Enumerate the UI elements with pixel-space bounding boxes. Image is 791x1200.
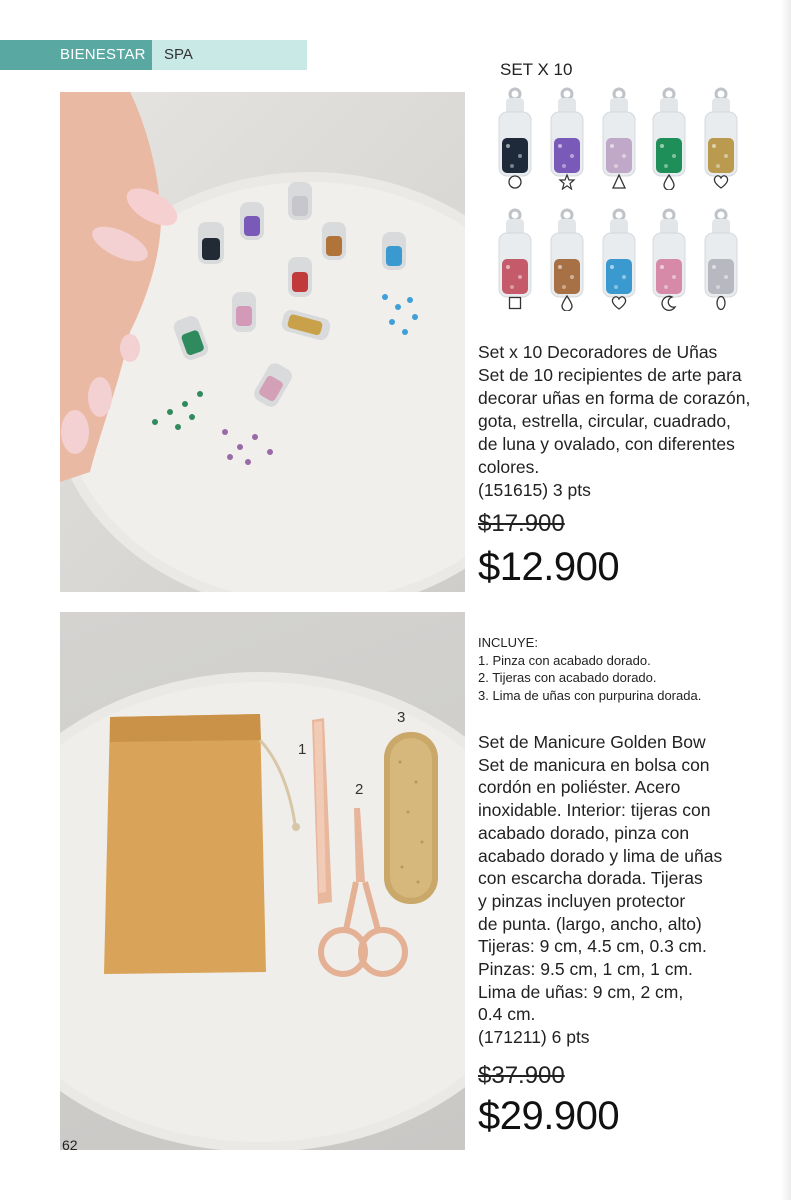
circle-icon [509, 176, 521, 188]
product2-line: inoxidable. Interior: tijeras con [478, 800, 711, 821]
bottle-1 [493, 86, 537, 190]
product1-line: Set de 10 recipientes de arte para [478, 365, 742, 385]
product1-old-price: $17.900 [478, 510, 565, 537]
nail-decorations-photo [60, 92, 465, 592]
includes-title: INCLUYE: [478, 635, 538, 650]
product2-line: con escarcha dorada. Tijeras [478, 868, 703, 889]
triangle-icon [613, 175, 625, 188]
product1-line: colores. [478, 457, 540, 477]
bottle-8 [597, 207, 641, 311]
bottle-7 [545, 207, 589, 311]
product2-line: de punta. (largo, ancho, alto) [478, 913, 702, 934]
category-tab: BIENESTAR [0, 40, 152, 70]
star-icon [560, 175, 574, 189]
product1-line: Set x 10 Decoradores de Uñas [478, 342, 718, 362]
product1-line: gota, estrella, circular, cuadrado, [478, 411, 731, 431]
includes-item: 1. Pinza con acabado dorado. [478, 652, 651, 668]
callout-1: 1 [298, 741, 307, 758]
product1-description [478, 341, 750, 502]
heart-icon [612, 297, 625, 309]
drop-icon [562, 296, 572, 311]
includes-item: 2. Tijeras con acabado dorado. [478, 670, 657, 685]
bottle-9 [647, 207, 691, 311]
product2-old-price: $37.900 [478, 1062, 565, 1089]
square-icon [510, 298, 521, 309]
includes-list [478, 634, 701, 704]
page-edge-shadow [781, 0, 791, 1200]
product2-line: Lima de uñas: 9 cm, 2 cm, [478, 981, 684, 1002]
includes-item: 3. Lima de uñas con purpurina dorada. [478, 687, 702, 703]
product2-line: 0.4 cm. [478, 1004, 536, 1025]
callout-2: 2 [355, 781, 364, 798]
bottle-10 [699, 207, 743, 311]
drop-icon [664, 175, 674, 190]
bottle-2 [545, 86, 589, 190]
product2-line: Tijeras: 9 cm, 4.5 cm, 0.3 cm. [478, 936, 707, 957]
product2-line: acabado dorado y lima de uñas [478, 845, 723, 866]
heart-icon [714, 176, 727, 188]
callout-3: 3 [397, 709, 406, 726]
bottle-3 [597, 86, 641, 190]
manicure-set-photo [60, 612, 465, 1150]
bottle-5 [699, 86, 743, 190]
product1-line: decorar uñas en forma de corazón, [478, 388, 751, 408]
product2-line: Pinzas: 9.5 cm, 1 cm, 1 cm. [478, 959, 693, 980]
bottle-4 [647, 86, 691, 190]
product1-new-price: $12.900 [478, 545, 620, 589]
product1-line: de luna y ovalado, con diferentes [478, 434, 735, 454]
product2-line: Set de Manicure Golden Bow [478, 732, 706, 752]
product2-line: acabado dorado, pinza con [478, 822, 690, 843]
moon-icon [662, 296, 675, 310]
section-tab: SPA [152, 40, 307, 70]
page-number: 62 [62, 1137, 78, 1153]
bottle-6 [493, 207, 537, 311]
set-label: SET X 10 [500, 60, 573, 79]
product2-line: cordón en poliéster. Acero [478, 777, 681, 798]
product2-line: y pinzas incluyen protector [478, 890, 686, 911]
product2-line: (171211) 6 pts [478, 1027, 590, 1048]
product2-new-price: $29.900 [478, 1094, 620, 1138]
product1-line: (151615) 3 pts [478, 480, 591, 500]
product2-description [478, 731, 722, 1049]
product2-line: Set de manicura en bolsa con [478, 754, 710, 775]
oval-icon [717, 297, 725, 310]
